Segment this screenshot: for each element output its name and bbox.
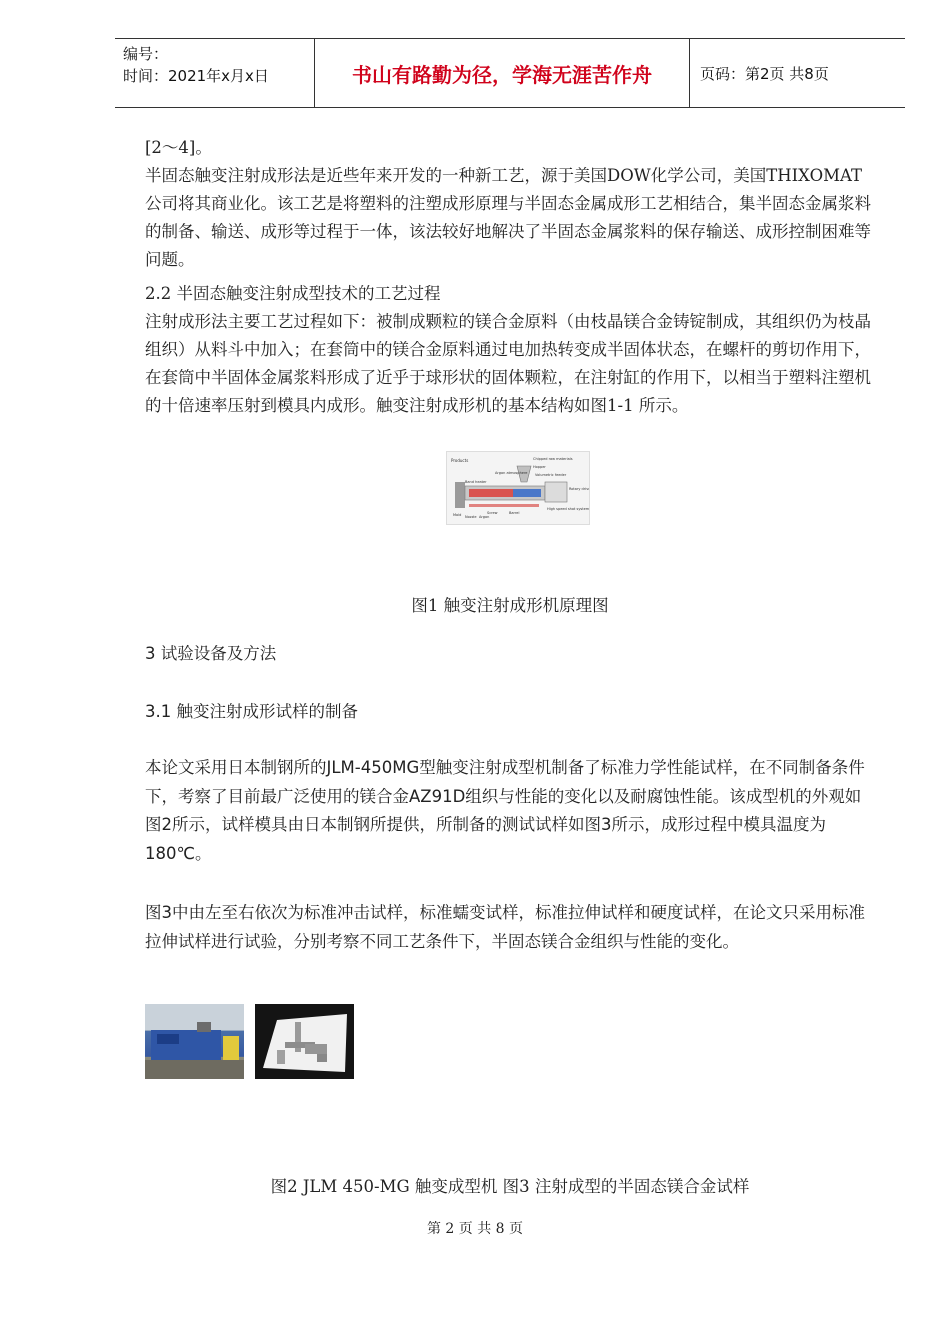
diagram-label-shot: High speed shot system — [547, 507, 589, 511]
figure-3-specimen-photo — [255, 1004, 354, 1079]
paragraph-specimens: 图3中由左至右依次为标准冲击试样，标准蠕变试样，标准拉伸试样和硬度试样，在论文只采用标准拉伸试样进行试验，分别考察不同工艺条件下，半固态镁合金组织与性能的变化。 — [145, 903, 865, 951]
drive-unit — [545, 482, 567, 502]
paragraph-intro: 半固态触变注射成形法是近些年来开发的一种新工艺，源于美国DOW化学公司，美国THIXOMAT公司将其商业化。该工艺是将塑料的注塑成形原理与半固态金属成形工艺相结合，集半固态金属浆料的制备、输送、成形等过程于一体，该法较好地解决了半固态金属浆料的保存输送、成形控制困难等问题。 — [145, 166, 871, 269]
diagram-label-nozzle: Nozzle — [465, 515, 477, 519]
diagram-label-raw: Chipped raw materials — [533, 457, 573, 461]
paragraph-process: 注射成形法主要工艺过程如下：被制成颗粒的镁合金原料（由枝晶镁合金铸锭制成，其组织仍为枝晶组织）从料斗中加入；在套筒中的镁合金原料通过电加热转变成半固体状态，在螺杆的剪切作用下，在套筒中半固体金属浆料形成了近乎于球形状的固体颗粒，在注射缸的作用下，以相当于塑料注塑机的十倍速率压射到模具内成形。触变注射成形机的基本结构如图1-1 所示。 — [145, 312, 871, 415]
header-motto: 书山有路勤为径，学海无涯苦作舟 — [315, 39, 690, 107]
header-meta-cell — [115, 39, 315, 107]
paragraph-equipment: 本论文采用日本制钢所的JLM-450MG型触变注射成型机制备了标准力学性能试样，在不同制备条件下，考察了目前最广泛使用的镁合金AZ91D组织与性能的变化以及耐腐蚀性能。该成型机的外观如图2所示，试样模具由日本制钢所提供，所制备的测试试样如图3所示，成形过程中模具温度为180℃。 — [145, 758, 865, 863]
diagram-label-barrel: Barrel — [509, 511, 520, 515]
figure-1-diagram — [446, 451, 590, 525]
paragraph-citation: [2～4]。 — [145, 138, 212, 157]
diagram-label-feeder: Volumetric feeder — [535, 473, 567, 477]
diagram-label-heater: Band heater — [465, 480, 487, 484]
figure-2-3-caption: 图2 JLM 450-MG 触变成型机 图3 注射成型的半固态镁合金试样 — [270, 1177, 750, 1196]
header-number: 编号： — [123, 45, 169, 63]
diagram-label-hopper: Hopper — [533, 465, 546, 469]
heated-zone — [469, 489, 513, 497]
header-time: 时间：2021年x月x日 — [123, 67, 269, 85]
diagram-label-argon: Argon — [479, 515, 490, 519]
mold-block — [455, 482, 465, 508]
page-header — [115, 38, 905, 108]
header-page-label: 页码：第2页 共8页 — [700, 64, 829, 83]
diagram-label-drive: Rotary drive — [569, 487, 589, 491]
figure-2-machine-photo — [145, 1004, 244, 1079]
diagram-label-screw: Screw — [487, 511, 498, 515]
figure-1-caption: 图1 触变注射成形机原理图 — [411, 596, 609, 615]
page-footer: 第 2 页 共 8 页 — [426, 1221, 524, 1237]
section-heading-3: 3 试验设备及方法 — [145, 644, 277, 663]
screw-zone — [513, 489, 541, 497]
section-heading-2-2: 2.2 半固态触变注射成型技术的工艺过程 — [145, 284, 441, 303]
section-heading-3-1: 3.1 触变注射成形试样的制备 — [145, 702, 358, 721]
diagram-label-products: Products — [451, 458, 469, 463]
diagram-label-mold: Mold — [453, 513, 462, 517]
diagram-label-argon-atm: Argon atmosphere — [495, 471, 528, 475]
thixomolding-machine-diagram — [447, 452, 589, 524]
